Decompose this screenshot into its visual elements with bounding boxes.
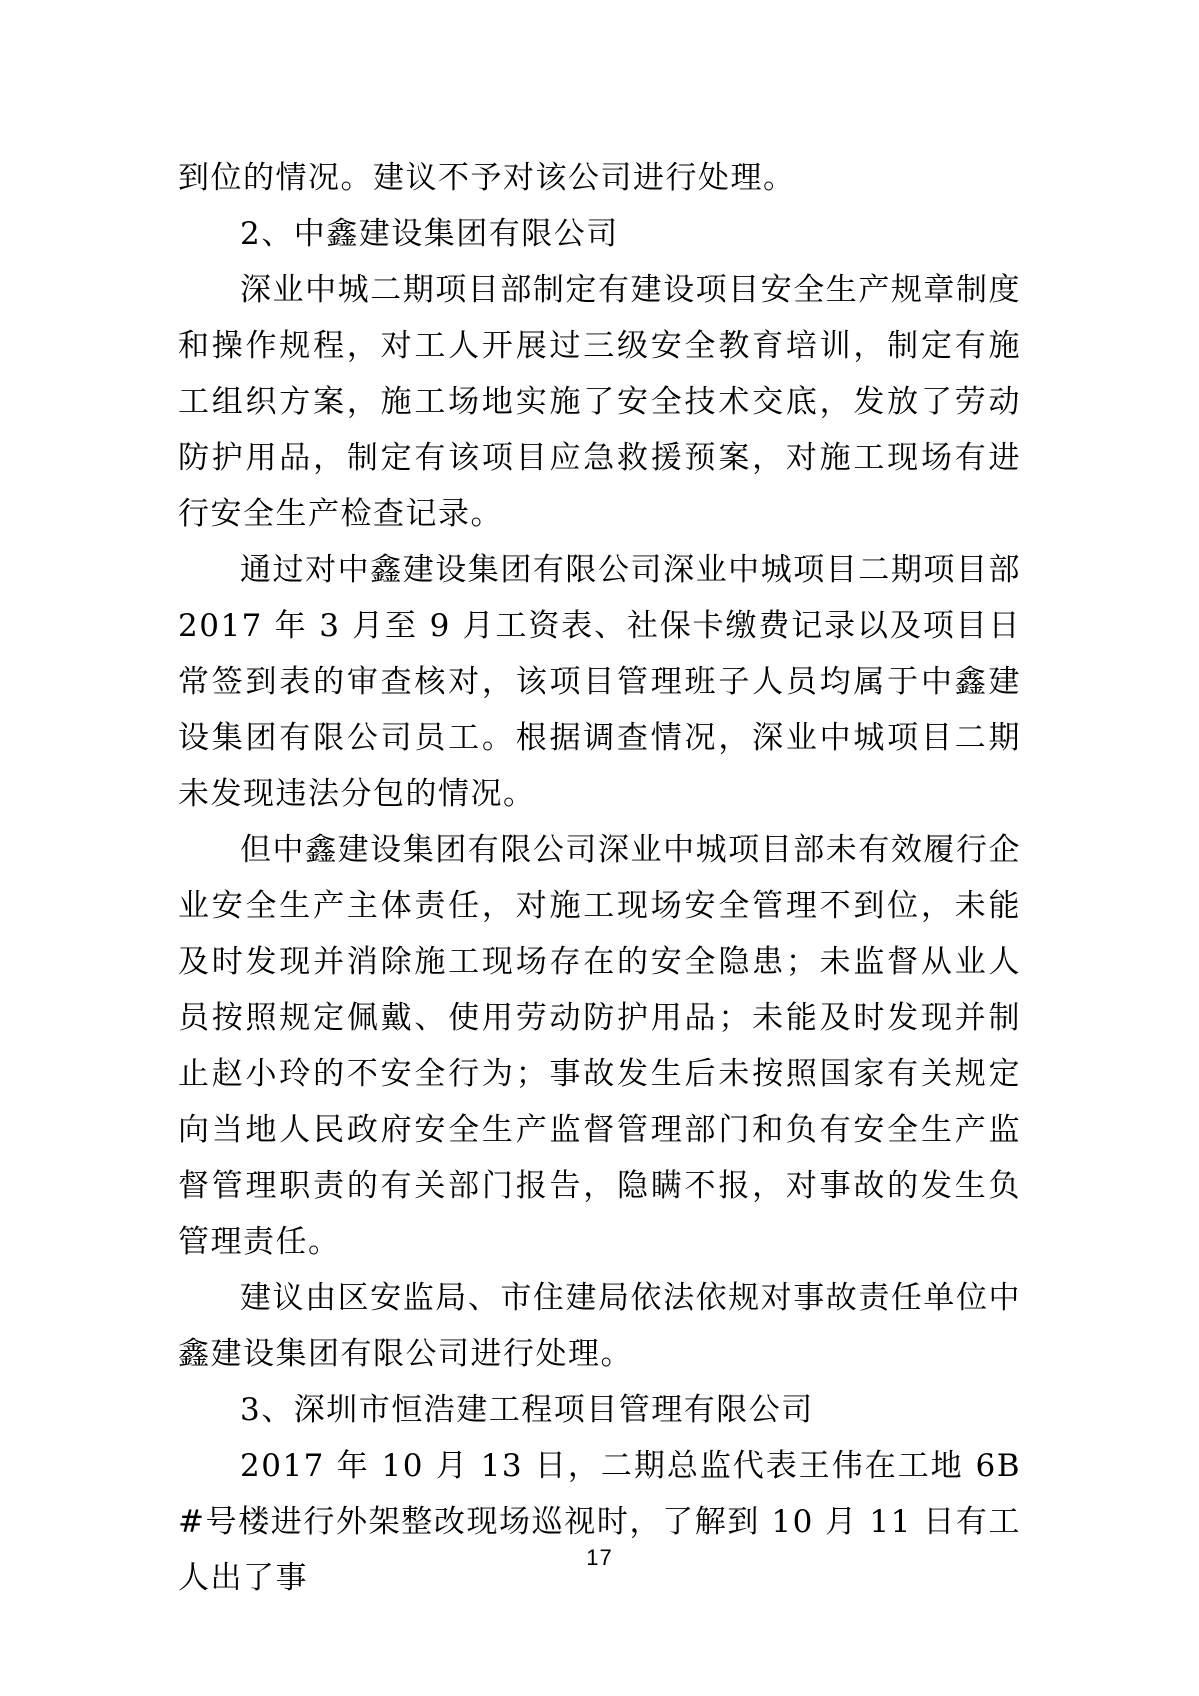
paragraph-continuation: 到位的情况。建议不予对该公司进行处理。: [178, 160, 796, 196]
section-heading-2: 2、中鑫建设集团有限公司: [240, 216, 619, 252]
paragraph: 深业中城二期项目部制定有建设项目安全生产规章制度和操作规程，对工人开展过三级安全教育培训，制定有施工组织方案，施工场地实施了安全技术交底，发放了劳动防护用品，制定有该项目应急救援预案，对施工现场有进行安全生产检查记录。: [178, 272, 1021, 532]
document-body: [178, 150, 1021, 1606]
paragraph: 通过对中鑫建设集团有限公司深业中城项目二期项目部 2017 年 3 月至 9 月工资表、社保卡缴费记录以及项目日常签到表的审查核对，该项目管理班子人员均属于中鑫建设集团有限公司员工。根据调查情况，深业中城项目二期未发现违法分包的情况。: [178, 552, 1021, 812]
section-heading-3: 3、深圳市恒浩建工程项目管理有限公司: [240, 1392, 814, 1428]
page-number: 17: [586, 1545, 613, 1570]
paragraph: 2017 年 10 月 13 日，二期总监代表王伟在工地 6B#号楼进行外架整改现场巡视时，了解到 10 月 11 日有工人出了事: [178, 1448, 1021, 1596]
paragraph: 但中鑫建设集团有限公司深业中城项目部未有效履行企业安全生产主体责任，对施工现场安全管理不到位，未能及时发现并消除施工现场存在的安全隐患；未监督从业人员按照规定佩戴、使用劳动防护用品；未能及时发现并制止赵小玲的不安全行为；事故发生后未按照国家有关规定向当地人民政府安全生产监督管理部门和负有安全生产监督管理职责的有关部门报告，隐瞒不报，对事故的发生负管理责任。: [178, 832, 1021, 1260]
paragraph: 建议由区安监局、市住建局依法依规对事故责任单位中鑫建设集团有限公司进行处理。: [178, 1280, 1021, 1372]
